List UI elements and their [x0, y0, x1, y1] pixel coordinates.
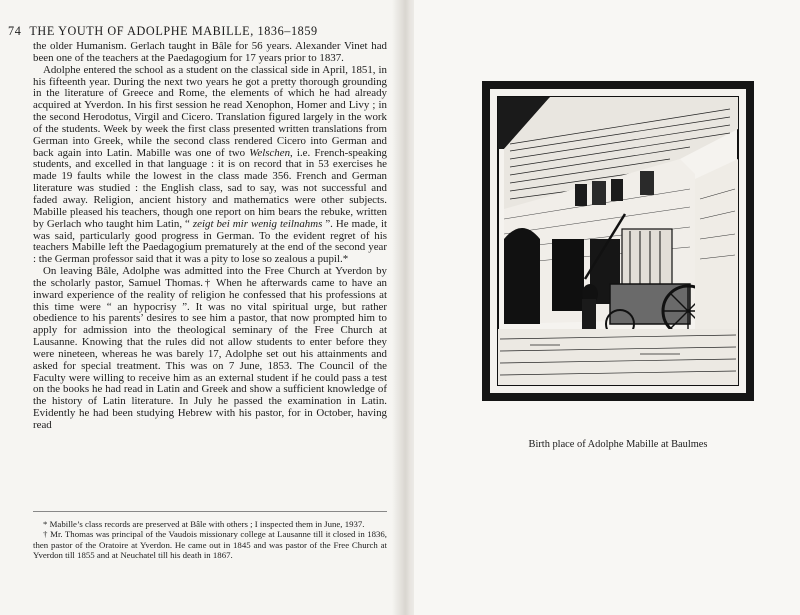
footnote-rule: [33, 511, 387, 512]
paragraph-2: [33, 65, 387, 266]
body-text: [33, 41, 387, 432]
paragraph-3: On leaving Bâle, Adolphe was admitted into the Free Church at Yverdon by the scholarly pastor, Samuel Thomas.† When he afterwards came to have an inward experience of the reality of religion he confessed that his professions at this time were “ an hypocrisy ”. It was no vital spiritual urge, but rather obedience to his parents’ desires to see him a pastor, that now prompted him to apply for admission into the theological seminary of the Free Church at Lausanne. Knowing that the rules did not allow students to enter before they were nineteen, whereas he was barely 17, Adolphe set out his attainments and asked for special treatment. This was on 7 June, 1853. The Council of the Faculty were willing to receive him as an external student if he could pass a test on the books he had read in Latin and Greek and show a sufficient knowledge of the history of Latin literature. In July he passed the examination in Latin. Evidently he had been studying Hebrew with his pastor, for in October, having read: [33, 265, 387, 431]
paragraph-2-part-b: , i.e. French-speaking students, and excelled in that language : it is on record that in 53 exercises he made 19 faults while the lowest in the class made 356. French and German literature was studied : the English class, sad to say, was not successful and faded away. Religion, ancient history and mathematics were other subjects. Mabille pleased his teachers, though one report on him bears the rebuke, written by Gerlach who taught him Latin, “: [33, 146, 387, 230]
page-number: 74: [8, 24, 22, 38]
paragraph-1: the older Humanism. Gerlach taught in Bâle for 56 years. Alexander Vinet had been one of the teachers at the Paedagogium for 17 years prior to 1837.: [33, 40, 387, 64]
footnote-2: † Mr. Thomas was principal of the Vaudois missionary college at Lausanne till it closed in 1836, then pastor of the Oratoire at Yverdon. He came out in 1845 and was pastor of the Free Church at Yverdon till 1855 and at Neuchatel till his death in 1867.: [33, 529, 387, 561]
german-quote-italic: zeigt bei mir wenig teilnahms: [192, 217, 323, 230]
running-head: [8, 24, 388, 39]
paragraph-2-part-c: ”. He made, it was said, particularly good progress in German. To the evident regret of his teachers Mabille left the Paedagogium prematurely at the end of the second year : the German professor said that it was a pity to lose so zealous a pupil.*: [33, 217, 387, 266]
footnote-1: * Mabille’s class records are preserved at Bâle with others ; I inspected them in June, 1937.: [43, 519, 365, 529]
footnotes: [33, 519, 387, 560]
paragraph-2-part-a: Adolphe entered the school as a student on the classical side in April, 1851, in his fifteenth year. During the next two years he got a pretty thorough grounding in the literature of Greece and Rome, the elements of which he had already acquired at Yverdon. In his first session he read Xenophon, Homer and Livy ; in the second Herodotus, Virgil and Cicero. Translation figured largely in the work of the students. Week by week the first class presented written translations from German into Greek, while the second class rendered Cicero into German and back again into Latin. Mabille was one of two: [33, 63, 387, 159]
welschen-italic: Welschen: [249, 146, 291, 159]
illustration-caption: Birth place of Adolphe Mabille at Baulmes: [528, 439, 708, 450]
running-title: THE YOUTH OF ADOLPHE MABILLE, 1836–1859: [29, 24, 318, 38]
birthplace-illustration: [490, 89, 746, 393]
illustration-frame: [482, 81, 754, 401]
